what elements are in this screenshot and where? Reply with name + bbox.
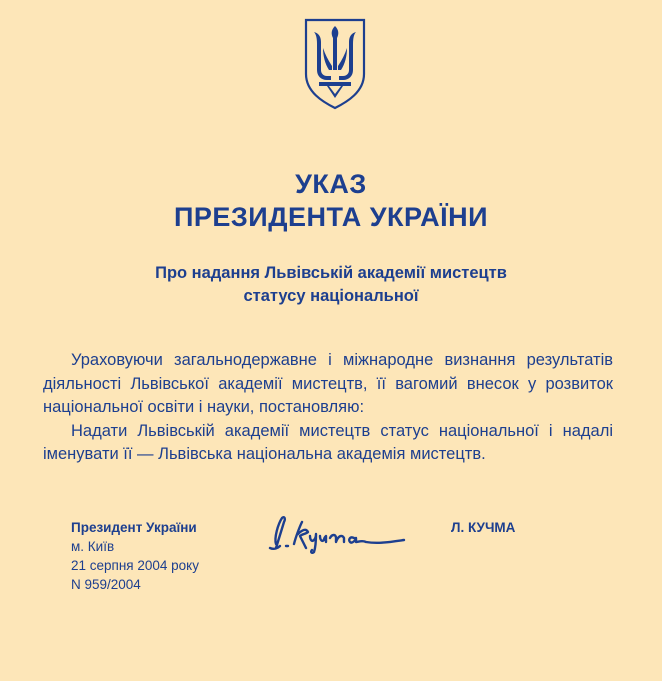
place: м. Київ bbox=[71, 539, 115, 554]
subject-line: статусу національної bbox=[243, 287, 419, 305]
body-line: Ураховуючи загальнодержавне і міжнародне визнання результатів bbox=[71, 351, 613, 369]
signer-name: Л. КУЧМА bbox=[451, 520, 516, 535]
trident-coat-of-arms-icon bbox=[303, 18, 367, 110]
body-line: національної освіти і науки, постановляю: bbox=[43, 398, 365, 416]
date: 21 серпня 2004 року bbox=[71, 558, 199, 573]
decree-subject bbox=[0, 262, 662, 308]
decree-number: N 959/2004 bbox=[71, 577, 141, 592]
body-line: діяльності Львівської академії мистецтв, її вагомий внесок у розвиток bbox=[43, 374, 613, 393]
signature-details bbox=[71, 518, 199, 594]
decree-title: УКАЗ bbox=[295, 169, 367, 199]
body-line: іменувати її — Львівська національна академія мистецтв. bbox=[43, 445, 486, 463]
subject-line: Про надання Львівській академії мистецтв bbox=[155, 264, 507, 282]
decree-issuer: ПРЕЗИДЕНТА УКРАЇНИ bbox=[173, 202, 489, 232]
decree-body bbox=[43, 349, 613, 467]
signer-role: Президент України bbox=[71, 520, 197, 535]
body-line: Надати Львівській академії мистецтв статус національної і надалі bbox=[71, 421, 613, 440]
handwritten-signature bbox=[262, 508, 412, 558]
